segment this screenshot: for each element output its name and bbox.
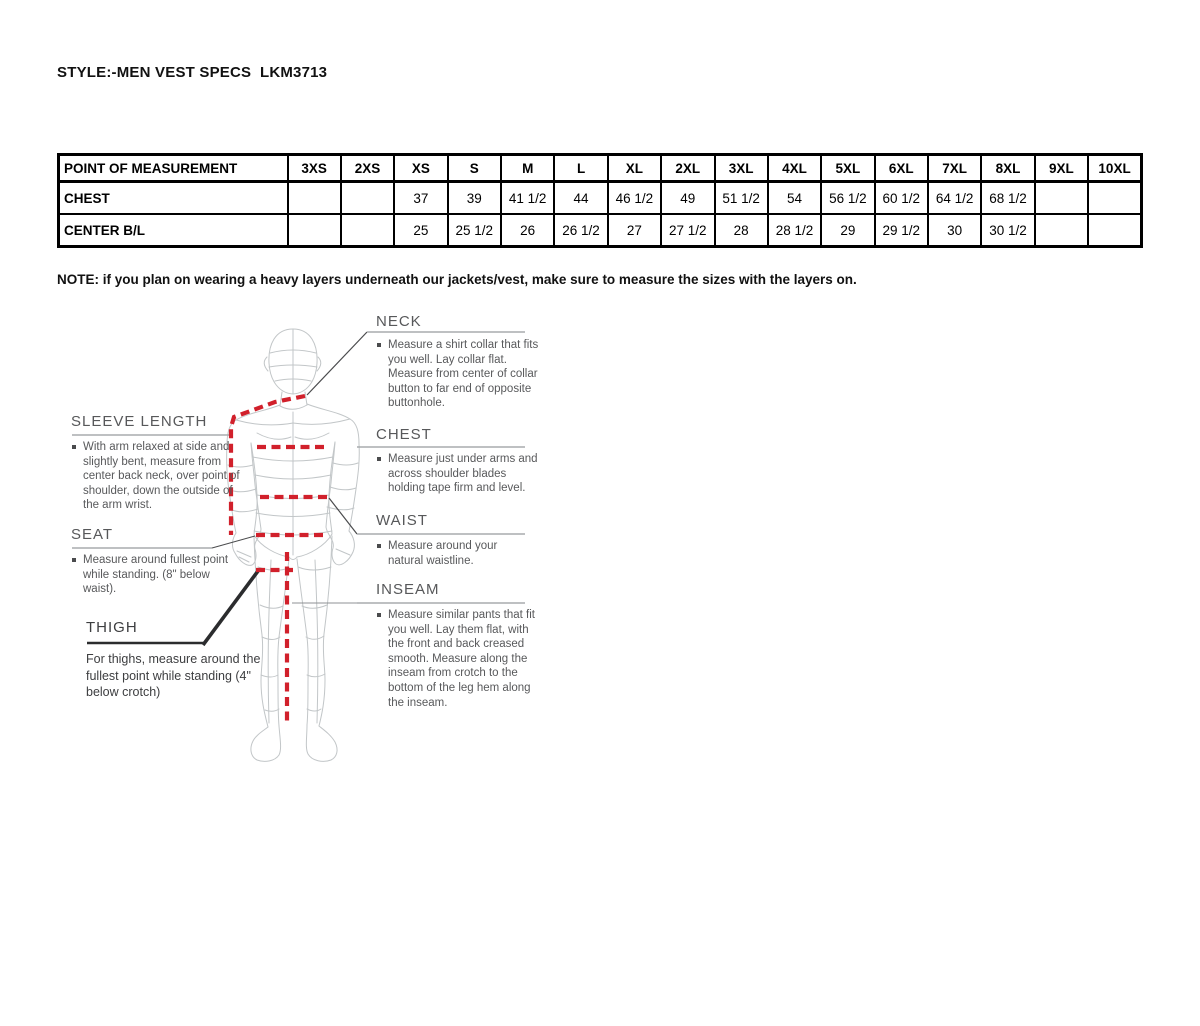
- column-header-size: XL: [608, 155, 661, 182]
- table-row-center-bl: [59, 214, 1142, 247]
- measurement-cell: [288, 214, 341, 247]
- bullet-square-icon: [377, 343, 381, 347]
- measurement-cell: [341, 182, 394, 215]
- measurement-cell: 60 1/2: [875, 182, 928, 215]
- measurement-cell: 51 1/2: [715, 182, 768, 215]
- column-header-size: 4XL: [768, 155, 821, 182]
- measurement-cell: 54: [768, 182, 821, 215]
- chest-section-label: CHEST: [376, 426, 432, 443]
- bullet-square-icon: [72, 445, 76, 449]
- measurement-cell: 29: [821, 214, 874, 247]
- column-header-size: L: [554, 155, 607, 182]
- column-header-size: 2XS: [341, 155, 394, 182]
- measurement-cell: 29 1/2: [875, 214, 928, 247]
- bullet-square-icon: [377, 457, 381, 461]
- page-title: STYLE:-MEN VEST SPECS LKM3713: [57, 64, 328, 81]
- column-header-point-of-measurement: POINT OF MEASUREMENT: [59, 155, 288, 182]
- column-header-size: 5XL: [821, 155, 874, 182]
- column-header-size: S: [448, 155, 501, 182]
- sleeve-length-section-desc: [71, 440, 243, 513]
- neck-desc-text: Measure a shirt collar that fits you well. Lay collar flat. Measure from center of collar button to far end of opposite buttonhole.: [388, 339, 539, 410]
- sleeve-length-desc-text: With arm relaxed at side and slightly bent, measure from center back neck, over point of shoulder, down the outside of the arm wrist.: [83, 441, 240, 512]
- column-header-size: 6XL: [875, 155, 928, 182]
- waist-leader-line: [329, 498, 357, 534]
- bullet-square-icon: [377, 613, 381, 617]
- measurement-cell: [1088, 214, 1141, 247]
- row-label: CHEST: [59, 182, 288, 215]
- sleeve-length-section-label: SLEEVE LENGTH: [71, 413, 208, 430]
- measurement-cell: 25 1/2: [448, 214, 501, 247]
- measurement-cell: 26: [501, 214, 554, 247]
- column-header-size: 7XL: [928, 155, 981, 182]
- measurement-cell: 56 1/2: [821, 182, 874, 215]
- table-header-row: [59, 155, 1142, 182]
- column-header-size: 3XL: [715, 155, 768, 182]
- table-row-chest: [59, 182, 1142, 215]
- neck-section-desc: [376, 338, 542, 411]
- seat-section-desc: [71, 553, 231, 597]
- measurement-cell: 37: [394, 182, 447, 215]
- waist-desc-text: Measure around your natural waistline.: [388, 540, 498, 567]
- thigh-desc-text: For thighs, measure around the fullest point while standing (4" below crotch): [86, 652, 261, 699]
- chest-section-desc: [376, 452, 544, 496]
- row-label: CENTER B/L: [59, 214, 288, 247]
- measurement-cell: 25: [394, 214, 447, 247]
- waist-section-label: WAIST: [376, 512, 428, 529]
- seat-section-label: SEAT: [71, 526, 114, 543]
- column-header-size: XS: [394, 155, 447, 182]
- measurement-cell: 49: [661, 182, 714, 215]
- measurement-cell: 28 1/2: [768, 214, 821, 247]
- inseam-section-desc: [376, 608, 542, 710]
- seat-desc-text: Measure around fullest point while standing. (8" below waist).: [83, 554, 229, 596]
- bullet-square-icon: [377, 544, 381, 548]
- measurement-cell: 46 1/2: [608, 182, 661, 215]
- measurement-cell: 27: [608, 214, 661, 247]
- waist-section-desc: [376, 539, 526, 568]
- measurement-cell: 39: [448, 182, 501, 215]
- column-header-size: 9XL: [1035, 155, 1088, 182]
- bullet-square-icon: [72, 558, 76, 562]
- measurement-cell: [1035, 182, 1088, 215]
- neck-leader-line: [307, 332, 367, 395]
- measurement-cell: [1035, 214, 1088, 247]
- neck-section-label: NECK: [376, 313, 422, 330]
- column-header-size: 2XL: [661, 155, 714, 182]
- measurement-cell: 44: [554, 182, 607, 215]
- measurement-cell: 30: [928, 214, 981, 247]
- size-spec-table: [57, 153, 1143, 248]
- measurement-cell: 27 1/2: [661, 214, 714, 247]
- inseam-desc-text: Measure similar pants that fit you well. Lay them flat, with the front and back creased smooth. Measure along the inseam from crotch to the bottom of the leg hem along the inseam.: [388, 609, 536, 709]
- chest-desc-text: Measure just under arms and across shoulder blades holding tape firm and level.: [388, 453, 538, 495]
- how-to-measure-diagram: [55, 305, 545, 773]
- measurement-cell: 28: [715, 214, 768, 247]
- measurement-cell: 64 1/2: [928, 182, 981, 215]
- measurement-cell: 30 1/2: [981, 214, 1034, 247]
- column-header-size: 8XL: [981, 155, 1034, 182]
- measurement-cell: [288, 182, 341, 215]
- measurement-cell: 26 1/2: [554, 214, 607, 247]
- measurement-cell: 41 1/2: [501, 182, 554, 215]
- thigh-section-desc: [86, 651, 268, 701]
- thigh-section-label: THIGH: [86, 619, 138, 636]
- measurement-cell: [1088, 182, 1141, 215]
- column-header-size: 3XS: [288, 155, 341, 182]
- column-header-size: M: [501, 155, 554, 182]
- column-header-size: 10XL: [1088, 155, 1141, 182]
- measurement-cell: 68 1/2: [981, 182, 1034, 215]
- layers-note: NOTE: if you plan on wearing a heavy layers underneath our jackets/vest, make sure to measure the sizes with the layers on.: [57, 272, 857, 287]
- inseam-section-label: INSEAM: [376, 581, 440, 598]
- measurement-cell: [341, 214, 394, 247]
